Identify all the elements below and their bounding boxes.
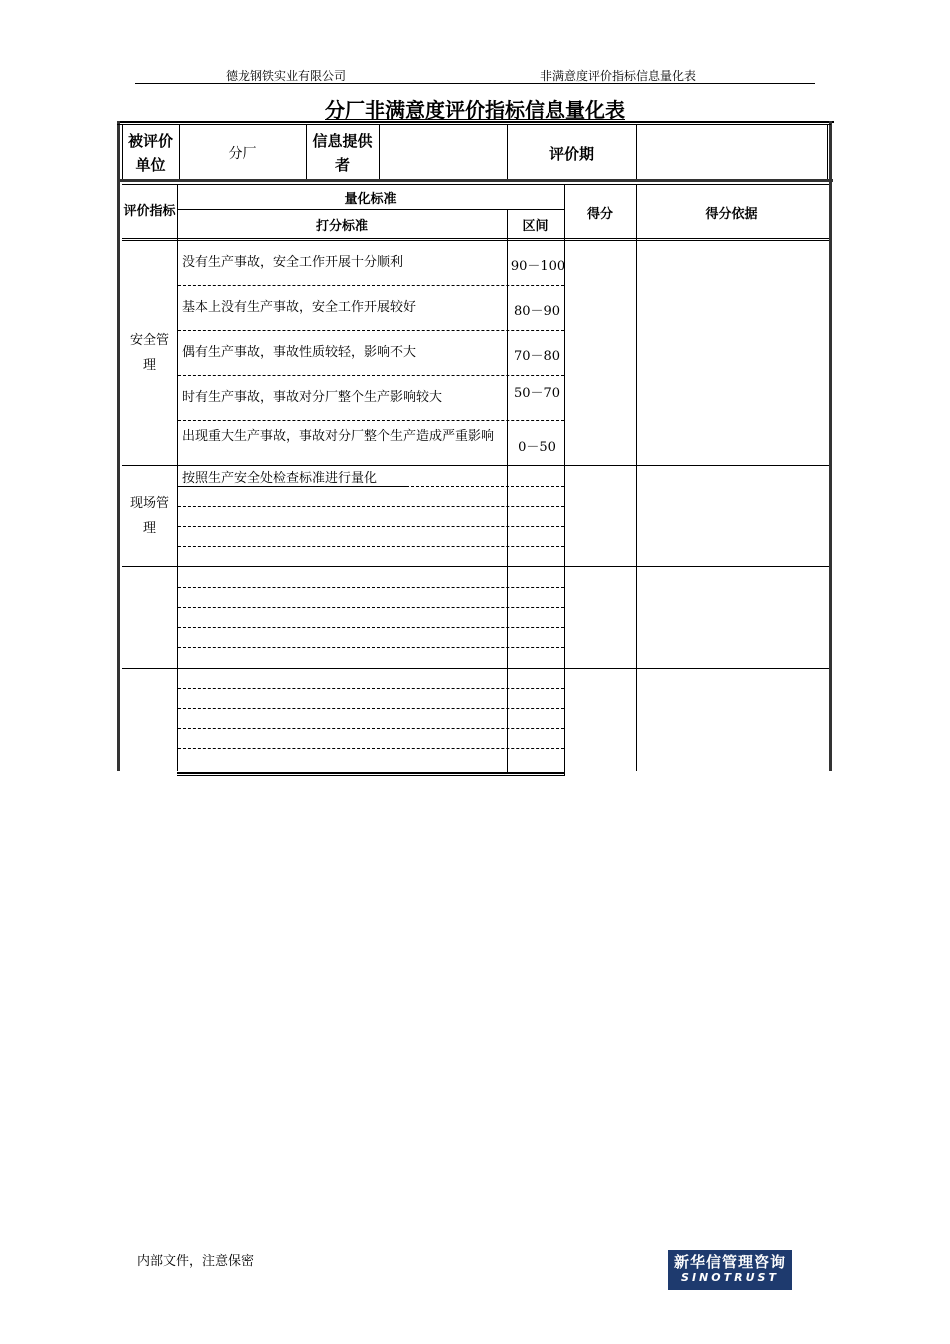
page-title: 分厂非满意度评价指标信息量化表 bbox=[325, 98, 625, 122]
range-value: 70－80 bbox=[513, 349, 561, 364]
table-right-border bbox=[829, 121, 832, 771]
range-value: 0－50 bbox=[518, 440, 556, 455]
col-score: 得分 bbox=[586, 206, 613, 222]
header-doc-name: 非满意度评价指标信息量化表 bbox=[540, 69, 697, 83]
table-row: 偶有生产事故，事故性质较轻，影响不大 bbox=[182, 345, 417, 360]
col-indicator: 评价指标 bbox=[123, 204, 176, 219]
period-label: 评价期 bbox=[548, 144, 594, 163]
table-row: 基本上没有生产事故，安全工作开展较好 bbox=[182, 300, 417, 315]
table-row: 没有生产事故，安全工作开展十分顺利 bbox=[182, 255, 404, 270]
provider-label: 信息提供者 bbox=[312, 132, 373, 174]
col-scoring-std: 打分标准 bbox=[315, 219, 368, 234]
table-row: 按照生产安全处检查标准进行量化 bbox=[182, 471, 378, 486]
col-quant-std: 量化标准 bbox=[344, 191, 397, 207]
table-left-border bbox=[117, 121, 120, 771]
section-site-label: 现场管理 bbox=[129, 496, 169, 536]
header-company: 德龙钢铁实业有限公司 bbox=[226, 69, 347, 83]
range-value: 50－70 bbox=[513, 386, 561, 401]
section-safety-label: 安全管理 bbox=[129, 333, 169, 373]
col-basis: 得分依据 bbox=[705, 206, 758, 222]
period-value[interactable] bbox=[636, 126, 827, 180]
range-value: 80－90 bbox=[513, 304, 561, 319]
unit-value[interactable]: 分厂 bbox=[228, 146, 257, 162]
header-rule bbox=[135, 83, 815, 84]
footer-confidential: 内部文件，注意保密 bbox=[137, 1254, 255, 1269]
col-range: 区间 bbox=[522, 219, 549, 234]
provider-value[interactable] bbox=[379, 126, 507, 180]
unit-label: 被评价单位 bbox=[127, 132, 173, 174]
range-value: 90－100 bbox=[510, 259, 566, 274]
table-row: 出现重大生产事故，事故对分厂整个生产造成严重影响 bbox=[182, 429, 495, 444]
table-row: 时有生产事故，事故对分厂整个生产影响较大 bbox=[182, 390, 443, 405]
table-top-border bbox=[117, 121, 834, 123]
sinotrust-logo: 新华信管理咨询 SINOTRUST bbox=[668, 1250, 792, 1290]
